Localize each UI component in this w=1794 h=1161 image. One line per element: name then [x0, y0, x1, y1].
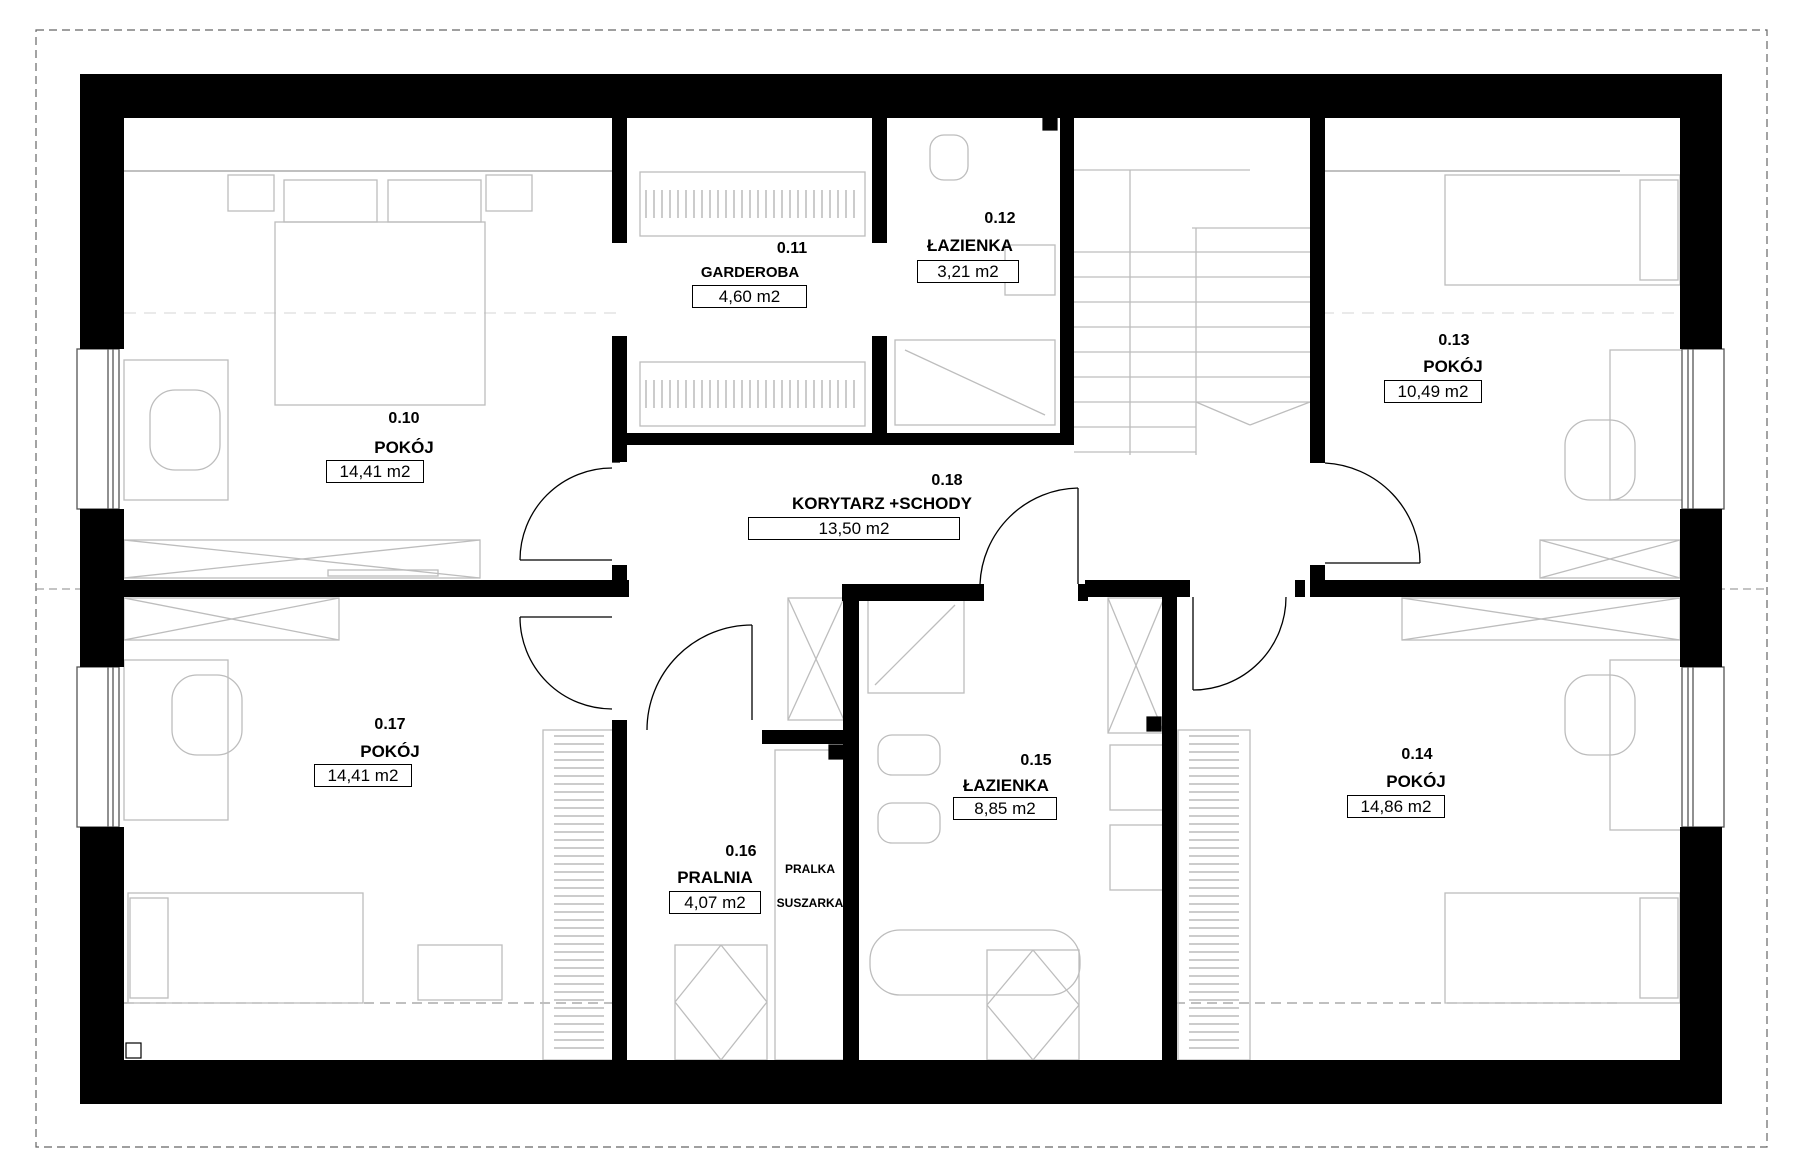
chair-icon: [172, 675, 242, 755]
wardrobe-rail-icon: [640, 362, 865, 426]
room-number: 0.15: [1020, 752, 1052, 769]
room-number: 0.17: [374, 716, 406, 733]
mid-wall: [124, 580, 629, 597]
desk-icon: [1610, 350, 1690, 500]
dryer-label: SUSZARKA: [776, 896, 844, 910]
bed-icon: [1445, 175, 1680, 285]
outer-wall-left: [80, 74, 124, 349]
toilet-icon: [930, 135, 968, 180]
mid-wall: [1315, 580, 1680, 597]
room-area: 3,21 m2: [917, 260, 1019, 283]
pillow-icon: [1640, 898, 1678, 998]
outer-wall-left: [80, 509, 124, 667]
room-area: 14,41 m2: [314, 764, 412, 787]
shelf-icon: [328, 570, 438, 576]
wall: [872, 336, 887, 436]
room-number: 0.12: [984, 210, 1016, 227]
room-area: 4,60 m2: [692, 285, 807, 308]
room-area: 14,86 m2: [1347, 795, 1445, 818]
desk-icon: [124, 660, 228, 820]
nightstand-icon: [228, 175, 274, 211]
bathtub-icon: [870, 930, 1080, 995]
toilet-icon: [878, 735, 940, 775]
sink-icon: [1110, 825, 1165, 890]
wall: [612, 720, 627, 1060]
wall: [1310, 565, 1325, 597]
room-name: KORYTARZ +SCHODY: [792, 494, 972, 513]
desk-icon: [1610, 660, 1690, 830]
mid-wall: [1295, 580, 1305, 597]
room-area: 10,49 m2: [1384, 380, 1482, 403]
vent-icon: [1043, 116, 1057, 130]
chair-icon: [1565, 420, 1635, 500]
room-name: PRALNIA: [677, 868, 753, 887]
outer-wall-right: [1680, 74, 1722, 349]
walls: [80, 74, 1722, 1104]
pillow-icon: [130, 898, 168, 998]
bed-icon: [1445, 893, 1680, 1003]
room-number: 0.10: [388, 410, 420, 427]
nightstand-icon: [486, 175, 532, 211]
wall: [1310, 118, 1325, 463]
wall: [612, 336, 627, 462]
stairs-icon: [1074, 170, 1310, 455]
wall: [1162, 590, 1177, 1060]
wall: [872, 118, 887, 243]
wall: [843, 584, 859, 1060]
skylight-icon: [675, 945, 767, 1060]
wall: [612, 565, 627, 597]
room-name: POKÓJ: [1423, 357, 1483, 376]
bed-icon: [128, 893, 363, 1003]
pillow-icon: [284, 180, 377, 222]
chair-icon: [1565, 675, 1635, 755]
shower-icon: [868, 598, 964, 693]
room-area: 4,07 m2: [669, 891, 761, 914]
room-area: 8,85 m2: [953, 797, 1057, 820]
wall: [627, 433, 1074, 445]
room-number: 0.11: [776, 240, 808, 257]
room-area: 14,41 m2: [326, 460, 424, 483]
washer-label: PRALKA: [785, 862, 835, 876]
vent-icon: [126, 1043, 141, 1058]
outer-wall-bottom: [80, 1060, 1722, 1104]
desk-icon: [124, 360, 228, 500]
pillow-icon: [1640, 180, 1678, 280]
mid-wall: [842, 584, 984, 601]
chair-icon: [150, 390, 220, 470]
skylight-icon: [987, 950, 1079, 1060]
room-name: POKÓJ: [1386, 772, 1446, 791]
room-number: 0.14: [1401, 746, 1433, 763]
room-name: POKÓJ: [360, 742, 420, 761]
outer-wall-right: [1680, 827, 1722, 1104]
bidet-icon: [878, 803, 940, 843]
vent-icon: [1147, 717, 1161, 731]
wardrobe-rail-icon: [640, 172, 865, 236]
room-number: 0.16: [725, 843, 757, 860]
room-number: 0.13: [1438, 332, 1470, 349]
nightstand-icon: [418, 945, 502, 1000]
room-name: GARDEROBA: [700, 264, 800, 281]
room-name: ŁAZIENKA: [963, 776, 1049, 795]
pillow-icon: [388, 180, 481, 222]
wall: [1060, 118, 1074, 433]
wall: [1078, 584, 1088, 601]
outer-wall-left: [80, 827, 124, 1104]
outer-wall-top: [80, 74, 1722, 118]
outer-wall-right: [1680, 509, 1722, 667]
room-area: 13,50 m2: [748, 517, 960, 540]
room-name: POKÓJ: [374, 438, 434, 457]
vent-icon: [829, 745, 843, 759]
wall: [762, 730, 847, 744]
room-number: 0.18: [931, 472, 963, 489]
wall: [612, 118, 627, 243]
sink-icon: [1110, 745, 1165, 810]
room-name: ŁAZIENKA: [927, 236, 1013, 255]
